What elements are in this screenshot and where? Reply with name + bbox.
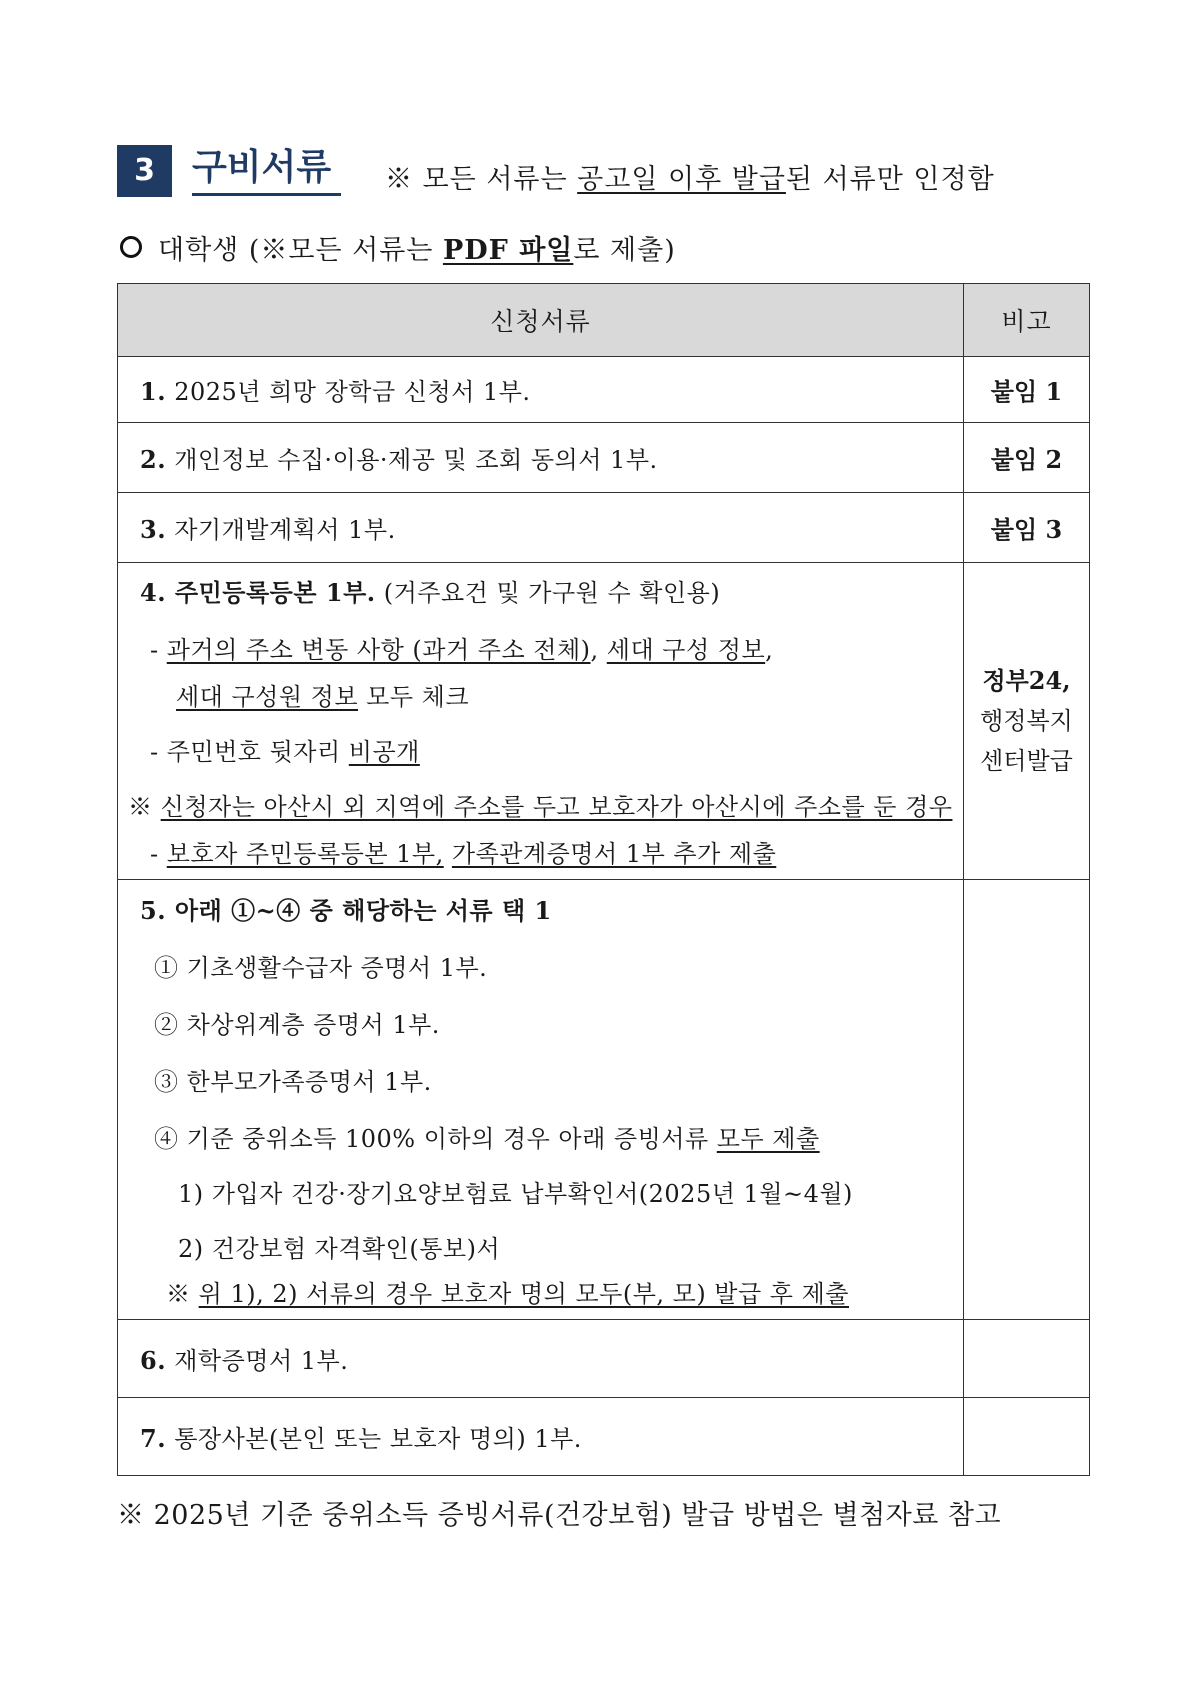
row1-num: 1. bbox=[140, 377, 167, 406]
row4-remark-line3: 센터발급 bbox=[980, 747, 1073, 775]
row5-remark bbox=[964, 880, 1090, 1320]
note-prefix: ※ 모든 서류는 bbox=[385, 164, 578, 195]
table-header-row bbox=[118, 284, 1090, 357]
row4-title: 4. 주민등록등본 1부. bbox=[140, 578, 376, 607]
row3-text: 자기개발계획서 1부. bbox=[174, 516, 396, 544]
row5-option1: ① 기초생활수급자 증명서 1부. bbox=[154, 953, 488, 982]
row4-remark-line2: 행정복지 bbox=[980, 707, 1073, 735]
row4-line5-dash: - bbox=[150, 840, 167, 868]
header-remark: 비고 bbox=[964, 284, 1090, 357]
row5-option2: ② 차상위계층 증명서 1부. bbox=[154, 1010, 440, 1039]
table-row bbox=[118, 563, 1090, 880]
table-row bbox=[118, 1398, 1090, 1476]
row1-remark: 붙임 1 bbox=[964, 357, 1090, 423]
row6-text: 재학증명서 1부. bbox=[174, 1347, 349, 1375]
section-title: 구비서류 bbox=[192, 143, 341, 196]
row3-num: 3. bbox=[140, 515, 167, 544]
row4-comma: , bbox=[590, 636, 607, 664]
row4-line2-u: 세대 구성원 정보 bbox=[176, 683, 359, 711]
row5-sub2: 2) 건강보험 자격확인(통보)서 bbox=[178, 1234, 501, 1263]
row4-remark bbox=[964, 563, 1090, 880]
row7-text: 통장사본(본인 또는 보호자 명의) 1부. bbox=[174, 1425, 582, 1453]
row4-dash: - bbox=[150, 636, 167, 664]
circle-bullet-icon bbox=[120, 236, 142, 258]
row4-line4-u: 신청자는 아산시 외 지역에 주소를 두고 보호자가 아산시에 주소를 둔 경우 bbox=[160, 793, 953, 821]
row5-option3: ③ 한부모가족증명서 1부. bbox=[154, 1067, 432, 1096]
row7-num: 7. bbox=[140, 1424, 167, 1453]
row4-line2-rest: 모두 체크 bbox=[358, 683, 470, 711]
row4-title-rest: (거주요건 및 가구원 수 확인용) bbox=[375, 579, 721, 607]
row4-line5-u2: 가족관계증명서 1부 추가 제출 bbox=[451, 840, 777, 868]
row5-item bbox=[118, 880, 964, 1320]
row5-option4-u: 모두 제출 bbox=[716, 1124, 820, 1153]
table-row bbox=[118, 423, 1090, 493]
table-row bbox=[118, 880, 1090, 1320]
row5-note-mark: ※ bbox=[166, 1279, 199, 1308]
row6-item bbox=[118, 1320, 964, 1398]
row4-line5-space bbox=[444, 840, 452, 868]
section-number: 3 bbox=[117, 145, 172, 197]
table-row bbox=[118, 1320, 1090, 1398]
note-underlined: 공고일 이후 발급 bbox=[577, 164, 786, 195]
row5-sub1: 1) 가입자 건강·장기요양보험료 납부확인서(2025년 1월~4월) bbox=[178, 1179, 853, 1208]
row5-note-u: 위 1), 2) 서류의 경우 보호자 명의 모두(부, 모) 발급 후 제출 bbox=[198, 1279, 849, 1308]
row5-title: 5. 아래 ①~④ 중 해당하는 서류 택 1 bbox=[140, 895, 552, 925]
row4-remark-line1: 정부24, bbox=[982, 666, 1071, 695]
row2-item bbox=[118, 423, 964, 493]
row4-line1-u2: 세대 구성 정보 bbox=[606, 636, 766, 664]
footnote: ※ 2025년 기준 중위소득 증빙서류(건강보험) 발급 방법은 별첨자료 참고 bbox=[117, 1500, 1002, 1531]
row6-remark bbox=[964, 1320, 1090, 1398]
subheading-suffix: 로 제출) bbox=[573, 235, 676, 266]
subheading-emphasis: PDF 파일 bbox=[442, 235, 574, 266]
subheading-prefix: 대학생 (※모든 서류는 bbox=[158, 235, 443, 266]
section-heading bbox=[117, 145, 1097, 205]
row1-text: 2025년 희망 장학금 신청서 1부. bbox=[174, 378, 531, 406]
row3-item bbox=[118, 493, 964, 563]
row4-line1-u1: 과거의 주소 변동 사항 (과거 주소 전체) bbox=[166, 636, 591, 664]
note-suffix: 된 서류만 인정함 bbox=[785, 164, 995, 195]
table-row bbox=[118, 357, 1090, 423]
row7-item bbox=[118, 1398, 964, 1476]
row5-option4-prefix: ④ 기준 중위소득 100% 이하의 경우 아래 증빙서류 bbox=[154, 1124, 717, 1153]
row4-line3-u: 비공개 bbox=[348, 738, 420, 766]
row2-num: 2. bbox=[140, 445, 167, 474]
row4-comma2: , bbox=[765, 636, 774, 664]
header-documents: 신청서류 bbox=[118, 284, 964, 357]
row1-item bbox=[118, 357, 964, 423]
row4-line4-mark: ※ bbox=[128, 793, 161, 821]
row4-item bbox=[118, 563, 964, 880]
row4-line5-u1: 보호자 주민등록등본 1부, bbox=[166, 840, 444, 868]
table-row bbox=[118, 493, 1090, 563]
row3-remark: 붙임 3 bbox=[964, 493, 1090, 563]
row2-text: 개인정보 수집·이용·제공 및 조회 동의서 1부. bbox=[174, 446, 658, 474]
section-note bbox=[385, 157, 995, 196]
row6-num: 6. bbox=[140, 1346, 167, 1375]
row2-remark: 붙임 2 bbox=[964, 423, 1090, 493]
row7-remark bbox=[964, 1398, 1090, 1476]
row4-line3-prefix: - 주민번호 뒷자리 bbox=[150, 738, 349, 766]
documents-table bbox=[117, 283, 1090, 1476]
subheading bbox=[120, 228, 676, 267]
